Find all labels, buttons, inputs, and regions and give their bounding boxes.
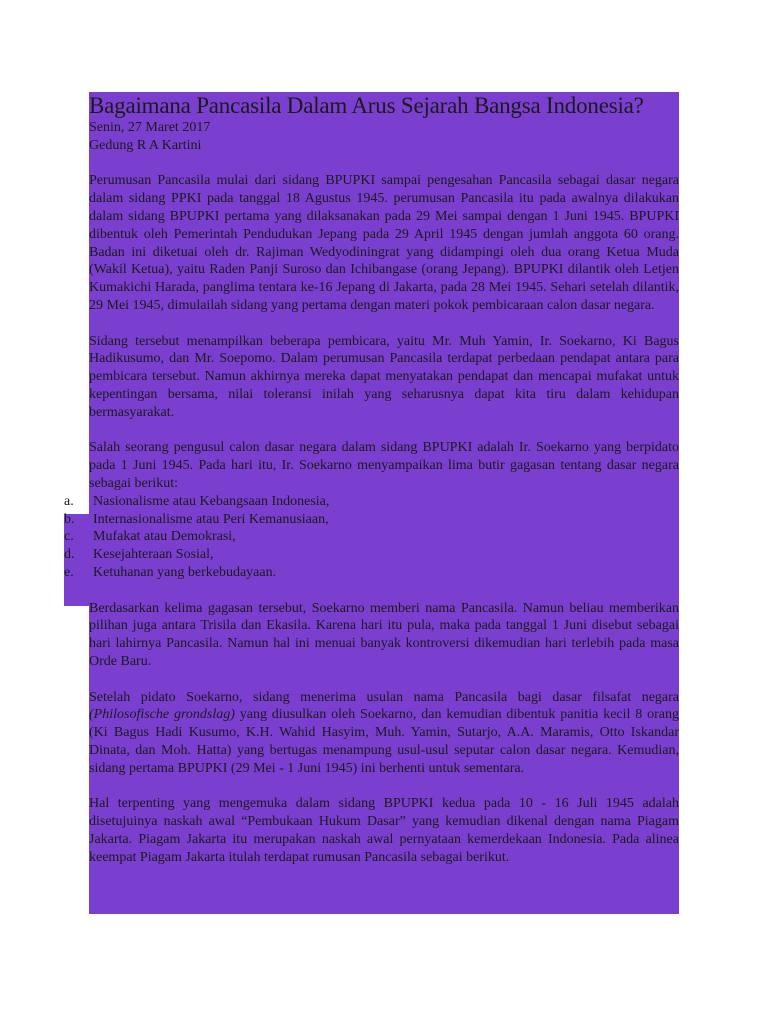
list-item [64,493,679,511]
italic-term: (Philosofische grondslag) [89,707,235,723]
paragraph-text: yang diusulkan oleh Soekarno, dan kemudian dibentuk panitia kecil 8 orang (Ki Bagus Hadi Kusumo, K.H. Wahid Hasyim, Muh. Yamin, Sutarjo, A.A. Maramis, Otto Iskandar Dinata, dan Moh. Hatta) yang bertugas menampung usul-usul seputar calon dasar negara. Kemudian, sidang pertama BPUPKI (29 Mei - 1 Juni 1945) ini berhenti untuk sementara. [89,707,680,776]
document-venue: Gedung R A Kartini [89,137,202,153]
paragraph: Salah seorang pengusul calon dasar negara dalam sidang BPUPKI adalah Ir. Soekarno yang berpidato pada 1 Juni 1945. Pada hari itu, Ir. Soekarno menyampaikan lima butir gagasan tentang dasar negara sebagai berikut: [89,440,679,491]
paragraph: Perumusan Pancasila mulai dari sidang BPUPKI sampai pengesahan Pancasila sebagai dasar negara dalam sidang PPKI pada tanggal 18 Agustus 1945. perumusan Pancasila itu pada awalnya dilakukan dalam sidang BPUPKI pertama yang dilaksanakan pada 29 Mei sampai dengan 1 Juni 1945. BPUPKI dibentuk oleh Pemerintah Pendudukan Jepang pada 29 April 1945 dengan jumlah anggota 60 orang. Badan ini diketuai oleh dr. Rajiman Wedyodiningrat yang didampingi oleh dua orang Ketua Muda (Wakil Ketua), yaitu Raden Panji Suroso dan Ichibangase (orang Jepang). BPUPKI dilantik oleh Letjen Kumakichi Harada, panglima tentara ke-16 Jepang di Jakarta, pada 28 Mei 1945. Sehari setelah dilantik, 29 Mei 1945, dimulailah sidang yang pertama dengan materi pokok pembicaraan calon dasar negara. [89,173,679,313]
list-item [64,546,679,564]
list-item-text: Nasionalisme atau Kebangsaan Indonesia, [93,493,330,509]
list-item [64,528,679,546]
document-body [64,92,680,866]
ideas-list [64,493,679,582]
document-title: Bagaimana Pancasila Dalam Arus Sejarah Bangsa Indonesia? [89,93,644,118]
paragraph: Berdasarkan kelima gagasan tersebut, Soekarno memberi nama Pancasila. Namun beliau memberikan pilihan juga antara Trisila dan Ekasila. Karena hari itu pula, maka pada tanggal 1 Juni disebut sebagai hari lahirnya Pancasila. Namun hal ini menuai banyak kontroversi dikemudian hari terlebih pada masa Orde Baru. [89,600,679,669]
list-item-text: Internasionalisme atau Peri Kemanusiaan, [93,511,329,527]
list-item-text: Kesejahteraan Sosial, [93,547,214,563]
document-date: Senin, 27 Maret 2017 [89,120,211,135]
list-marker: e. [64,564,74,580]
list-item [64,564,679,582]
paragraph: Sidang tersebut menampilkan beberapa pembicara, yaitu Mr. Muh Yamin, Ir. Soekarno, Ki Bagus Hadikusumo, dan Mr. Soepomo. Dalam perumusan Pancasila terdapat perbedaan pendapat antara para pembicara tersebut. Namun akhirnya mereka dapat menyatakan pendapat dan mencapai mufakat untuk kepentingan bersama, nilai toleransi inilah yang seharusnya dapat kita tiru dalam kehidupan bermasyarakat. [89,333,679,420]
list-marker: d. [64,547,75,563]
list-item-text: Mufakat atau Demokrasi, [93,529,236,545]
paragraph-text: Setelah pidato Soekarno, sidang menerima usulan nama Pancasila bagi dasar filsafat negara [89,689,679,705]
paragraph: Hal terpenting yang mengemuka dalam sidang BPUPKI kedua pada 10 - 16 Juli 1945 adalah disetujuinya naskah awal “Pembukaan Hukum Dasar” yang kemudian dikenal dengan nama Piagam Jakarta. Piagam Jakarta itu merupakan naskah awal pernyataan kemerdekaan Indonesia. Pada alinea keempat Piagam Jakarta itulah terdapat rumusan Pancasila sebagai berikut. [89,796,679,865]
list-marker: b. [64,511,75,527]
list-item [64,511,679,529]
paragraph [89,689,679,778]
list-marker: c. [64,529,74,545]
list-marker: a. [64,493,74,509]
list-item-text: Ketuhanan yang berkebudayaan. [93,564,277,580]
